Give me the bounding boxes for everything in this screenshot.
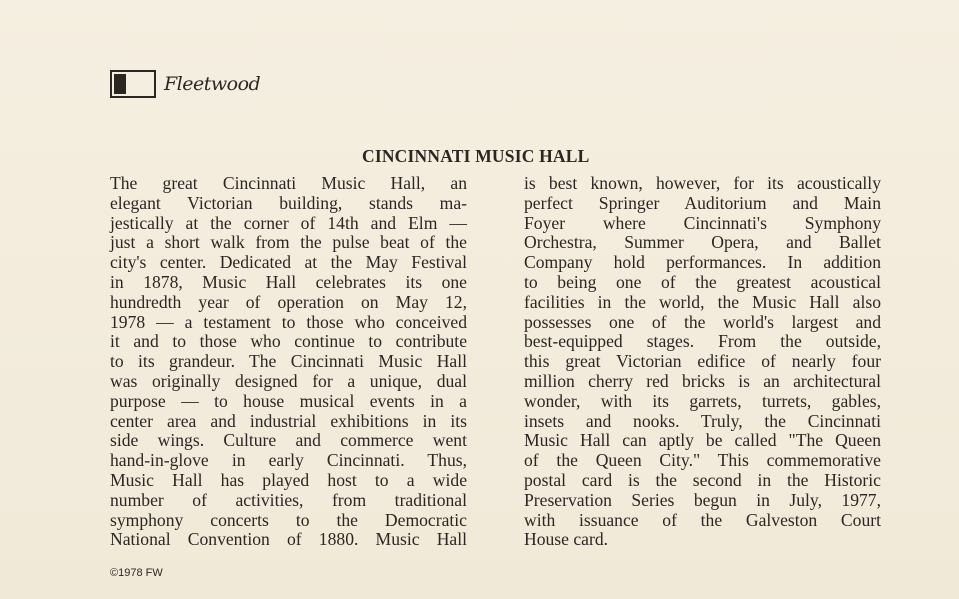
left-column-line: symphony concerts to the Democratic — [110, 509, 467, 530]
left-column-line: it and to those who continue to contribute — [110, 331, 467, 352]
card-title: CINCINNATI MUSIC HALL — [362, 146, 590, 166]
right-column-line: is best known, however, for its acoustically — [524, 173, 881, 193]
copyright-notice: ©1978 FW — [110, 567, 163, 579]
left-column-line: city's center. Dedicated at the May Festival — [110, 252, 467, 273]
left-column-line: hundredth year of operation on May 12, — [110, 291, 467, 312]
logo-box-icon — [110, 70, 156, 98]
right-column-line: postal card is the second in the Historic — [524, 469, 881, 490]
logo-brand-text: Fleetwood — [164, 73, 261, 95]
left-column-line: 1978 — a testament to those who conceived — [110, 311, 467, 332]
left-column-line: jestically at the corner of 14th and Elm — — [110, 212, 467, 233]
right-column-line: facilities in the world, the Music Hall also — [524, 291, 881, 312]
right-column-line: Music Hall can aptly be called "The Queen — [524, 430, 881, 451]
right-column-line: Foyer where Cincinnati's Symphony — [524, 212, 881, 233]
left-text-column — [110, 174, 467, 550]
right-column-line: million cherry red bricks is an architectural — [524, 370, 881, 391]
left-column-line: center area and industrial exhibitions in its — [110, 410, 467, 431]
left-column-line: side wings. Culture and commerce went — [110, 430, 467, 451]
right-column-line: insets and nooks. Truly, the Cincinnati — [524, 410, 881, 431]
right-column-line: to being one of the greatest acoustical — [524, 271, 881, 292]
right-column-line: Company hold performances. In addition — [524, 252, 881, 273]
right-column-line: possesses one of the world's largest and — [524, 311, 881, 332]
left-column-line: Music Hall has played host to a wide — [110, 469, 467, 490]
left-column-line: hand-in-glove in early Cincinnati. Thus, — [110, 450, 467, 471]
left-column-line: to its grandeur. The Cincinnati Music Hall — [110, 351, 467, 372]
left-column-line: elegant Victorian building, stands ma- — [110, 192, 467, 213]
right-column-line: best-equipped stages. From the outside, — [524, 331, 881, 352]
left-column-line: was originally designed for a unique, dual — [110, 370, 467, 391]
right-column-line: perfect Springer Auditorium and Main — [524, 192, 881, 213]
left-column-line: just a short walk from the pulse beat of the — [110, 232, 467, 253]
left-column-line: The great Cincinnati Music Hall, an — [110, 173, 467, 193]
right-column-line: of the Queen City." This commemorative — [524, 450, 881, 471]
right-column-line: Orchestra, Summer Opera, and Ballet — [524, 232, 881, 253]
left-column-line: number of activities, from traditional — [110, 489, 467, 510]
left-column-line: National Convention of 1880. Music Hall — [110, 529, 467, 550]
right-column-line: House card. — [524, 529, 609, 550]
right-column-line: this great Victorian edifice of nearly four — [524, 351, 881, 372]
left-column-line: purpose — to house musical events in a — [110, 390, 467, 411]
fleetwood-logo — [110, 68, 260, 100]
right-column-line: with issuance of the Galveston Court — [524, 509, 881, 530]
left-column-line: in 1878, Music Hall celebrates its one — [110, 271, 467, 292]
right-column-line: Preservation Series begun in July, 1977, — [524, 489, 881, 510]
right-column-line: wonder, with its garrets, turrets, gables, — [524, 390, 881, 411]
right-text-column — [524, 174, 881, 550]
